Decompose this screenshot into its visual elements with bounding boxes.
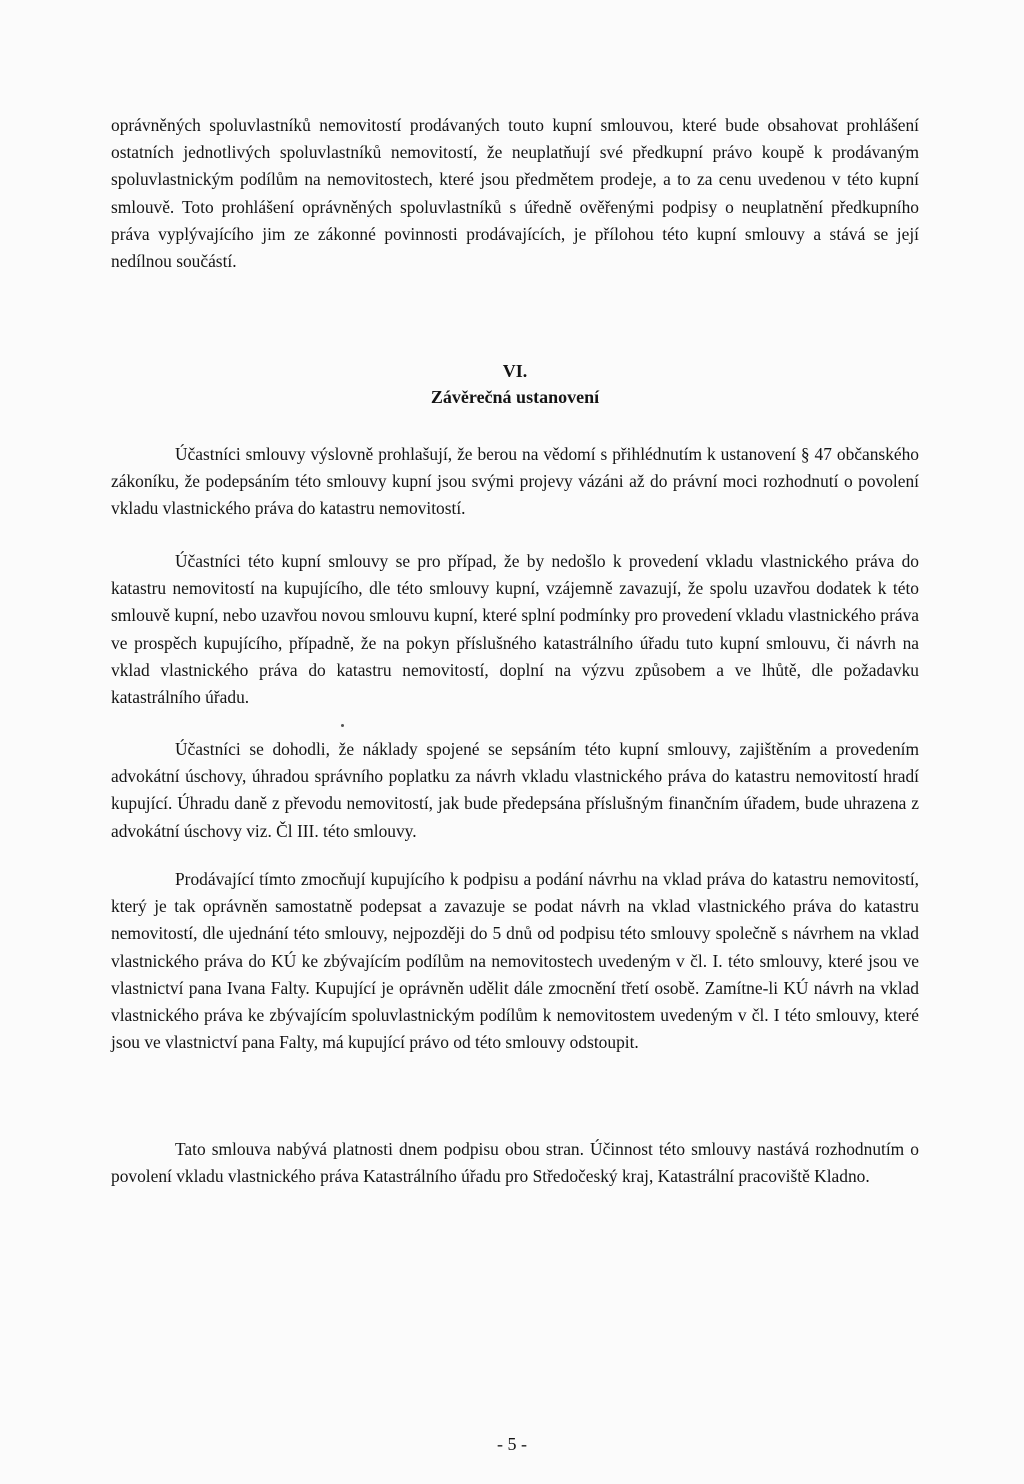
scan-speck [341,724,344,727]
page-number: - 5 - [497,1434,527,1454]
section-title: Závěrečná ustanovení [430,387,600,407]
paragraph-power-of-attorney: Prodávající tímto zmocňují kupujícího k podpisu a podání návrhu na vklad práva do katastru nemovitostí, který je tak oprávněn samostatně podepsat a zavazuje se podat návrh na vklad vlastnického práva do katastru nemovitostí, dle ujednání této smlouvy, nejpozději do 5 dnů od podpisu této smlouvy společně s návrhem na vklad vlastnického práva do KÚ ke zbývajícím podílům na nemovitostech uvedeným v čl. I. této smlouvy, které jsou ve vlastnictví pana Ivana Falty. Kupující je oprávněn udělit dále zmocnění třetí osobě. Zamítne-li KÚ návrh na vklad vlastnického práva ke zbývajícím spoluvlastnickým podílům k nemovitostem uvedeným v čl. I této smlouvy, které jsou ve vlastnictví pana Falty, má kupující právo od této smlouvy odstoupit. [111,869,919,1053]
paragraph-binding-declaration: Účastníci smlouvy výslovně prohlašují, že berou na vědomí s přihlédnutím k ustanovení § 47 občanského zákoníku, že podepsáním této smlouvy kupní jsou svými projevy vázáni až do právní moci rozhodnutí o povolení vkladu vlastnického práva do katastru nemovitostí. [111,444,919,519]
section-number: VI. [502,361,528,381]
paragraph-amendment-obligation: Účastníci této kupní smlouvy se pro případ, že by nedošlo k provedení vkladu vlastnického práva do katastru nemovitostí na kupujícího, dle této smlouvy kupní, vzájemně zavazují, že spolu uzavřou dodatek k této smlouvě kupní, nebo uzavřou novou smlouvu kupní, které splní podmínky pro provedení vkladu vlastnického práva ve prospěch kupujícího, případně, že na pokyn příslušného katastrálního úřadu tuto kupní smlouvu, či návrh na vklad vlastnického práva do katastru nemovitostí, doplní na výzvu způsobem a ve lhůtě, dle požadavku katastrálního úřadu. [111,551,919,708]
paragraph-validity: Tato smlouva nabývá platnosti dnem podpisu obou stran. Účinnost této smlouvy nastává rozhodnutím o povolení vkladu vlastnického práva Katastrálního úřadu pro Středočeský kraj, Katastrální pracoviště Kladno. [111,1139,919,1187]
intro-paragraph: oprávněných spoluvlastníků nemovitostí prodávaných touto kupní smlouvou, které bude obsahovat prohlášení ostatních jednotlivých spoluvlastníků nemovitostí, že neuplatňují své předkupní právo koupě k prodávaným spoluvlastnickým podílům na nemovitostech, které jsou předmětem prodeje, a to za cenu uvedenou v této kupní smlouvě. Toto prohlášení oprávněných spoluvlastníků s úředně ověřenými podpisy o neuplatnění předkupního práva vyplývajícího jim ze zákonné povinnosti prodávajících, je přílohou této kupní smlouvy a stává se její nedílnou součástí. [111,115,919,272]
paragraph-costs: Účastníci se dohodli, že náklady spojené se sepsáním této kupní smlouvy, zajištěním a provedením advokátní úschovy, úhradou správního poplatku za návrh vkladu vlastnického práva do katastru nemovitostí hradí kupující. Úhradu daně z převodu nemovitostí, jak bude předepsána příslušným finančním úřadem, bude uhrazena z advokátní úschovy viz. Čl III. této smlouvy. [111,739,919,841]
